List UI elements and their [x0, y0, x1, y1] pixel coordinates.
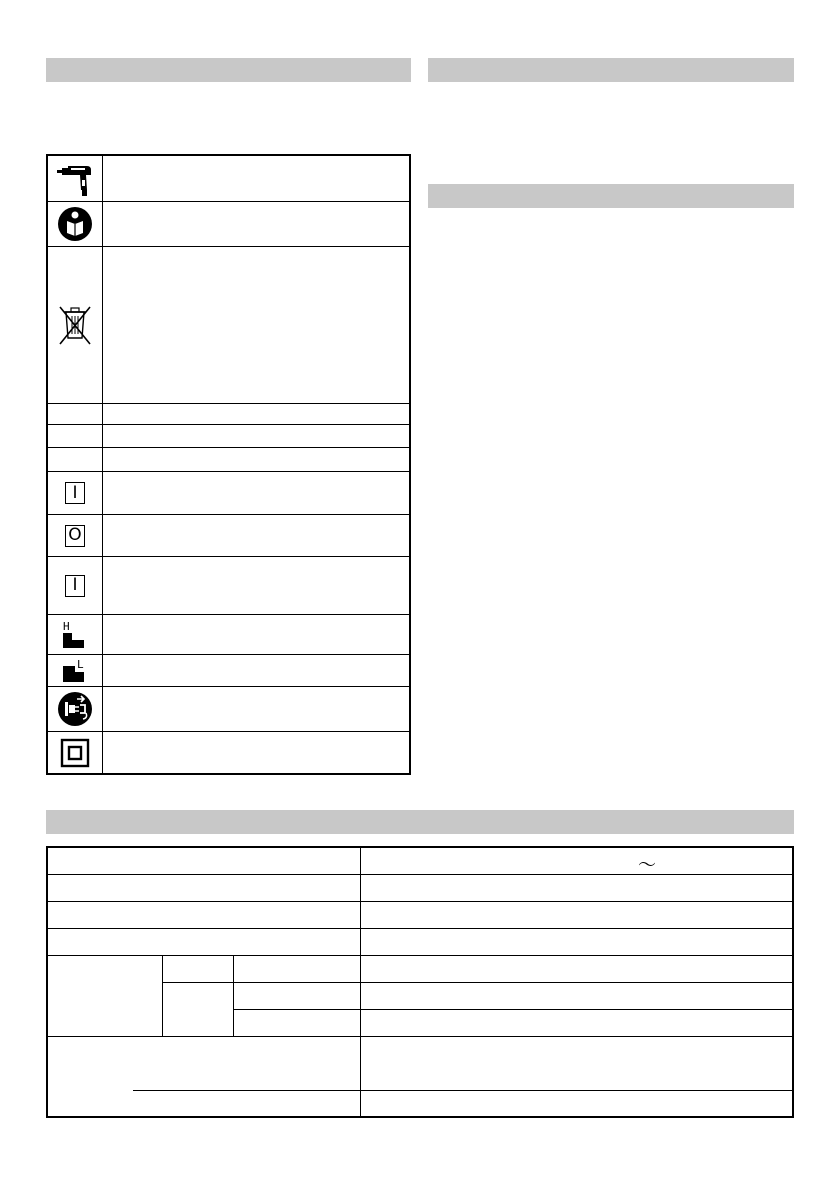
crossed-bin-icon: [48, 247, 103, 403]
drill-icon: [48, 156, 103, 201]
blank-symbol-cell: [48, 425, 103, 447]
speed-high-letter: H: [63, 619, 70, 633]
table-row-line: [48, 874, 792, 875]
switch-on-lock-icon: I: [48, 557, 103, 614]
table-row-line: [48, 928, 792, 929]
blank-symbol-cell: [48, 404, 103, 424]
blank-symbol-cell: [48, 448, 103, 471]
symbol-row: [48, 655, 409, 687]
symbols-table: [46, 154, 411, 775]
left-section-header: [46, 58, 411, 82]
symbol-row: [48, 515, 409, 557]
table-divider: [233, 955, 234, 1036]
table-row-line: [133, 1090, 792, 1091]
ac-symbol: ～: [638, 855, 656, 876]
unplug-icon: [48, 687, 103, 731]
symbol-row: [48, 472, 409, 515]
table-divider: [162, 955, 163, 1036]
symbol-row: [48, 557, 409, 615]
switch-on-icon: I: [48, 472, 103, 514]
table-row-line: [233, 1009, 792, 1010]
switch-off-icon: O: [48, 515, 103, 556]
symbol-row: [48, 687, 409, 732]
symbol-row: [48, 156, 409, 202]
table-row-line: [48, 1036, 792, 1037]
speed-low-letter: L: [77, 657, 84, 671]
specs-section-header: [46, 810, 794, 834]
low-speed-icon: [48, 655, 103, 686]
symbol-row: [48, 615, 409, 655]
right-section-header-2: [428, 184, 794, 208]
table-row-line: [162, 982, 792, 983]
symbol-row: [48, 202, 409, 247]
symbol-row: [48, 732, 409, 773]
table-row-line: [48, 955, 792, 956]
read-manual-icon: [48, 202, 103, 246]
symbol-row: [48, 448, 409, 472]
symbol-row: [48, 404, 409, 425]
symbol-row: [48, 425, 409, 448]
specifications-table: [46, 846, 794, 1118]
class-ii-icon: [48, 732, 103, 773]
right-section-header: [428, 58, 794, 82]
high-speed-icon: [48, 615, 103, 654]
symbol-row: [48, 247, 409, 404]
table-row-line: [48, 901, 792, 902]
